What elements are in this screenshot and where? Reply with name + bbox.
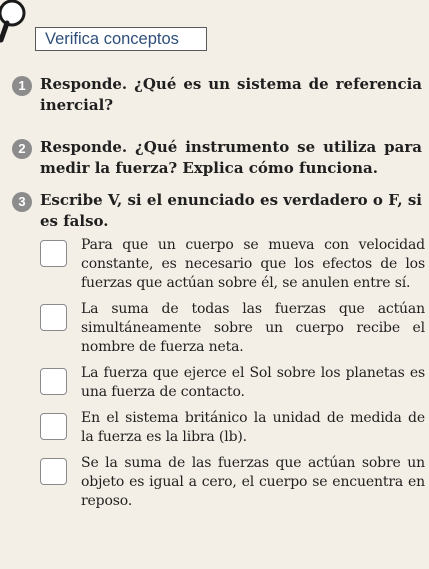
answer-checkbox[interactable]: [40, 413, 67, 440]
statement-text: Se la suma de las fuerzas que actúan sobre un objeto es igual a cero, el cuerpo se encuentra en reposo.: [81, 455, 425, 509]
statement-text: La fuerza que ejerce el Sol sobre los planetas es una fuerza de contacto.: [81, 365, 425, 400]
list-item: [40, 454, 425, 511]
answer-checkbox[interactable]: [40, 368, 67, 395]
question-1: [12, 74, 422, 116]
question-number-badge: 2: [12, 139, 32, 159]
section-title-box: [35, 27, 207, 51]
magnifier-icon: [0, 0, 34, 48]
question-number-badge: 3: [12, 192, 32, 212]
answer-checkbox[interactable]: [40, 458, 67, 485]
list-item: [40, 236, 425, 293]
question-text: Escribe V, si el enunciado es verdadero o F, si es falso.: [40, 191, 422, 230]
question-3: [12, 190, 422, 232]
true-false-list: [40, 236, 425, 518]
section-header: [0, 0, 429, 60]
question-text: Responde. ¿Qué es un sistema de referencia inercial?: [40, 75, 422, 114]
list-item: [40, 409, 425, 447]
statement-text: Para que un cuerpo se mueva con velocidad constante, es necesario que los efectos de los fuerzas que actúan sobre él, se anulen entre sí.: [81, 237, 425, 291]
list-item: [40, 364, 425, 402]
question-2: [12, 137, 422, 179]
question-text: Responde. ¿Qué instrumento se utiliza para medir la fuerza? Explica cómo funciona.: [40, 138, 422, 177]
answer-checkbox[interactable]: [40, 240, 67, 267]
statement-text: En el sistema británico la unidad de medida de la fuerza es la libra (lb).: [81, 410, 425, 445]
question-number-badge: 1: [12, 76, 32, 96]
answer-checkbox[interactable]: [40, 304, 67, 331]
section-title: Verifica conceptos: [45, 29, 179, 48]
statement-text: La suma de todas las fuerzas que actúan simultáneamente sobre un cuerpo recibe el nombre de fuerza neta.: [81, 301, 425, 355]
list-item: [40, 300, 425, 357]
